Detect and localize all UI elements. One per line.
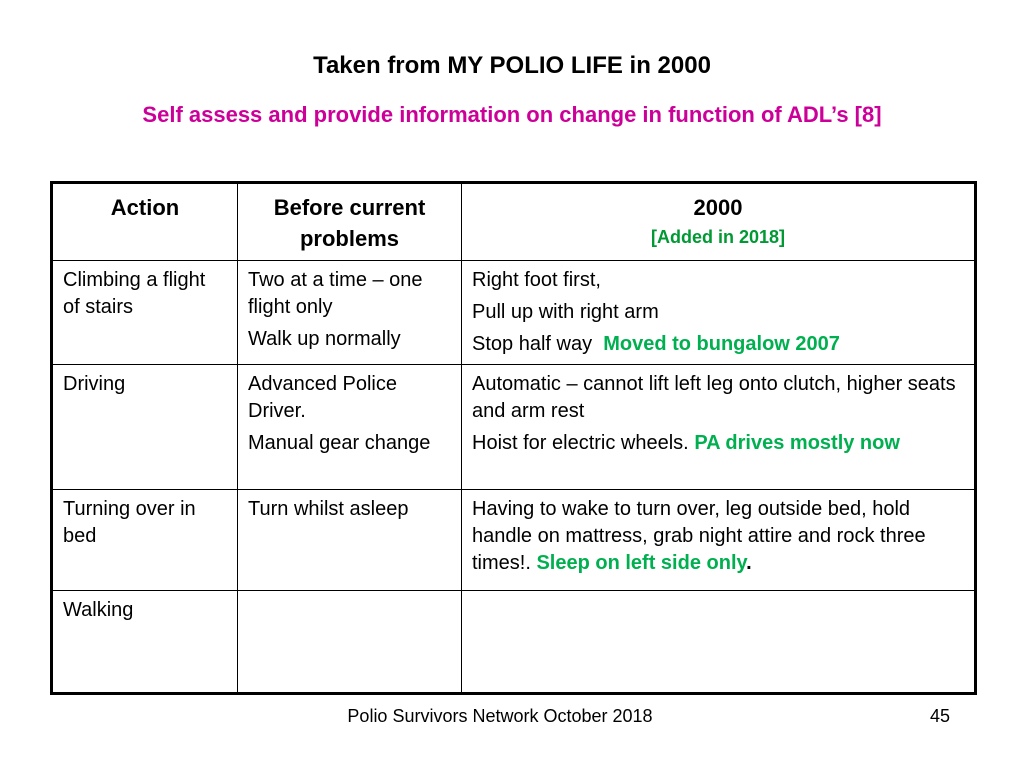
cell-before <box>238 490 462 591</box>
cell-before-line: Advanced Police Driver. <box>248 373 397 422</box>
update-note: Sleep on left side only <box>536 552 747 574</box>
cell-before <box>238 591 462 694</box>
cell-now-text: Hoist for electric wheels. <box>472 432 689 454</box>
cell-now-line <box>472 331 964 358</box>
update-note: PA drives mostly now <box>694 432 900 454</box>
cell-now <box>462 365 976 490</box>
cell-before-line: Turn whilst asleep <box>248 498 409 520</box>
cell-now <box>462 591 976 694</box>
header-year <box>462 183 976 261</box>
table-row <box>52 490 976 591</box>
cell-action: Driving <box>52 365 238 490</box>
slide-title: Taken from MY POLIO LIFE in 2000 <box>313 52 711 79</box>
table-row <box>52 591 976 694</box>
cell-now <box>462 490 976 591</box>
cell-before-line: Walk up normally <box>248 328 401 350</box>
cell-now-line: Pull up with right arm <box>472 301 659 323</box>
note-suffix: . <box>746 552 752 574</box>
update-note: Moved to bungalow 2007 <box>603 333 840 355</box>
cell-now-line: Right foot first, <box>472 269 601 291</box>
cell-before-line: Two at a time – one flight only <box>248 269 423 318</box>
cell-now-line <box>472 430 964 457</box>
table-row <box>52 261 976 365</box>
adl-table <box>50 181 977 695</box>
cell-now-text: Stop half way <box>472 333 593 355</box>
slide-subtitle: Self assess and provide information on change in function of ADL’s [8] <box>142 102 882 127</box>
cell-now-text: Having to wake to turn over, leg outside bed, hold handle on mattress, grab night attire and rock three times!. <box>472 498 926 574</box>
header-year-label: 2000 <box>693 195 743 220</box>
cell-before-line: Manual gear change <box>248 432 431 454</box>
cell-now <box>462 261 976 365</box>
cell-now-line: Automatic – cannot lift left leg onto clutch, higher seats and arm rest <box>472 373 956 422</box>
header-action: Action <box>52 183 238 261</box>
table-header-row <box>52 183 976 261</box>
header-year-note: [Added in 2018] <box>650 227 786 247</box>
cell-before <box>238 261 462 365</box>
cell-action: Walking <box>52 591 238 694</box>
cell-action: Turning over in bed <box>52 490 238 591</box>
footer-text: Polio Survivors Network October 2018 <box>347 706 653 726</box>
header-before: Before current problems <box>238 183 462 261</box>
cell-before <box>238 365 462 490</box>
page-number: 45 <box>930 706 951 726</box>
table-row <box>52 365 976 490</box>
cell-action: Climbing a flight of stairs <box>52 261 238 365</box>
